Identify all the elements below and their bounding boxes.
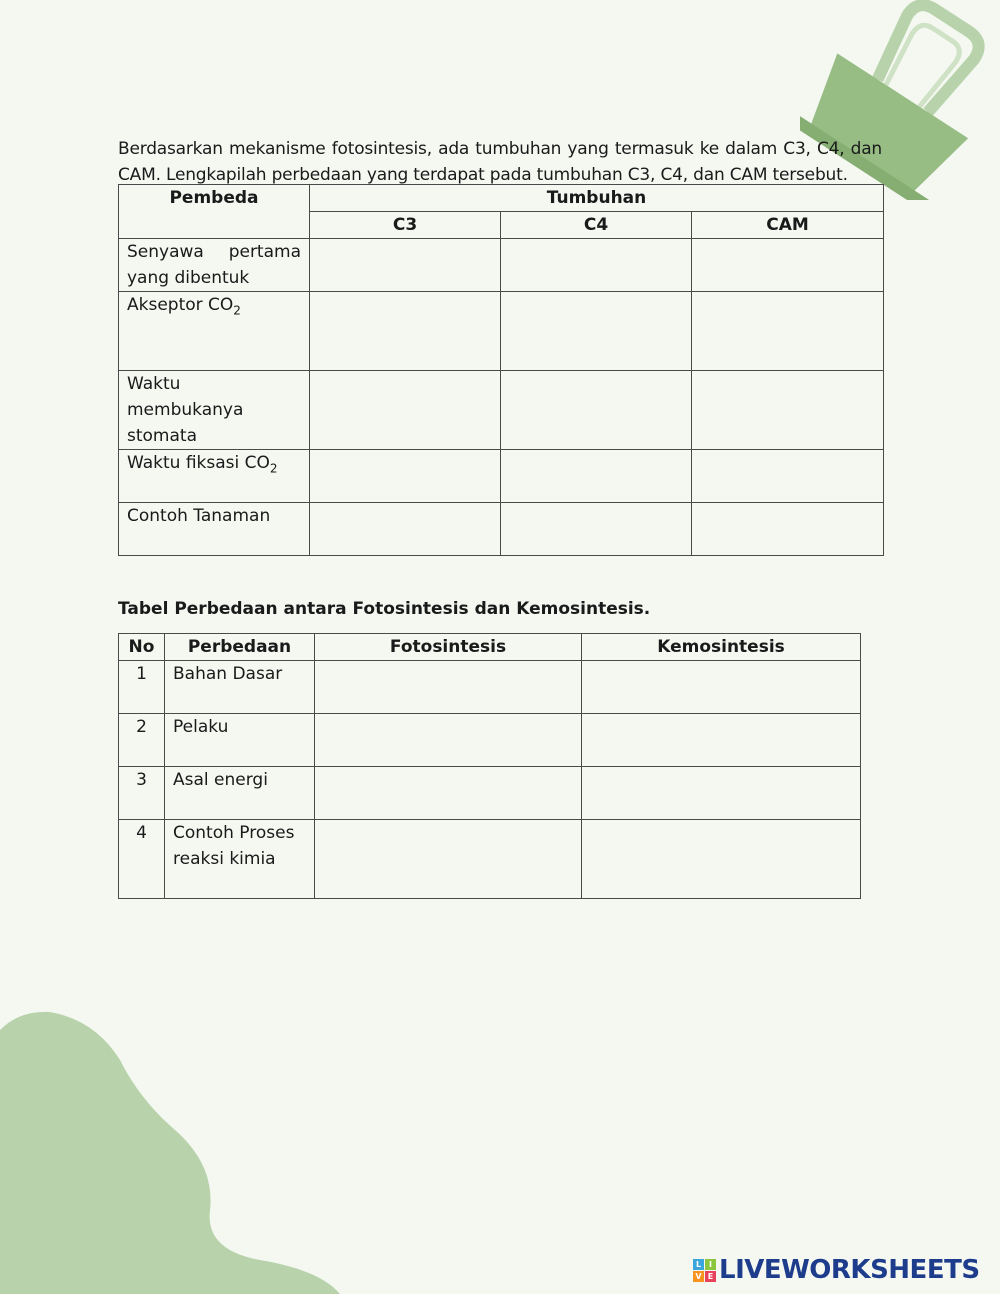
row-number: 1 [119,661,165,714]
answer-cell[interactable] [692,239,884,292]
table2-title: Tabel Perbedaan antara Fotosintesis dan Kemosintesis. [118,599,651,619]
header-tumbuhan: Tumbuhan [310,185,884,212]
answer-cell[interactable] [582,661,861,714]
row-label: Pelaku [165,714,315,767]
row-label: Waktu membukanya stomata [119,371,310,450]
answer-cell[interactable] [310,503,501,556]
blob-decoration [0,1000,340,1294]
header-perbedaan: Perbedaan [165,634,315,661]
answer-cell[interactable] [501,371,692,450]
logo-letter: I [705,1259,716,1270]
logo-mark-icon [693,1259,716,1282]
fotosintesis-kemosintesis-table [118,633,861,899]
logo-letter: L [693,1259,704,1270]
answer-cell[interactable] [315,820,582,899]
answer-cell[interactable] [310,239,501,292]
row-number: 3 [119,767,165,820]
answer-cell[interactable] [501,450,692,503]
intro-paragraph: Berdasarkan mekanisme fotosintesis, ada tumbuhan yang termasuk ke dalam C3, C4, dan CAM. Lengkapilah perbedaan yang terdapat pada tumbuhan C3, C4, dan CAM tersebut. [118,139,882,185]
answer-cell[interactable] [315,714,582,767]
answer-cell[interactable] [582,767,861,820]
answer-cell[interactable] [315,767,582,820]
answer-cell[interactable] [310,292,501,371]
header-cam: CAM [692,212,884,239]
liveworksheets-logo[interactable] [693,1255,980,1285]
row-label: Contoh Tanaman [119,503,310,556]
answer-cell[interactable] [692,371,884,450]
answer-cell[interactable] [315,661,582,714]
answer-cell[interactable] [582,820,861,899]
header-kemosintesis: Kemosintesis [582,634,861,661]
answer-cell[interactable] [501,292,692,371]
header-c3: C3 [310,212,501,239]
answer-cell[interactable] [310,450,501,503]
answer-cell[interactable] [582,714,861,767]
row-label: Senyawa pertama yang dibentuk [119,239,310,292]
logo-letter: V [693,1271,704,1282]
row-label: Bahan Dasar [165,661,315,714]
answer-cell[interactable] [692,503,884,556]
answer-cell[interactable] [692,450,884,503]
row-label: Waktu fiksasi $CO_2$ [119,450,310,503]
logo-letter: E [705,1271,716,1282]
header-c4: C4 [501,212,692,239]
answer-cell[interactable] [310,371,501,450]
row-label: Akseptor $CO_2$ [119,292,310,371]
row-label: Contoh Proses reaksi kimia [165,820,315,899]
answer-cell[interactable] [501,239,692,292]
c3-c4-cam-table [118,184,884,556]
row-number: 4 [119,820,165,899]
logo-wordmark: LIVEWORKSHEETS [719,1255,980,1285]
answer-cell[interactable] [692,292,884,371]
header-pembeda: Pembeda [119,185,310,239]
header-no: No [119,634,165,661]
row-label: Asal energi [165,767,315,820]
header-fotosintesis: Fotosintesis [315,634,582,661]
answer-cell[interactable] [501,503,692,556]
row-number: 2 [119,714,165,767]
